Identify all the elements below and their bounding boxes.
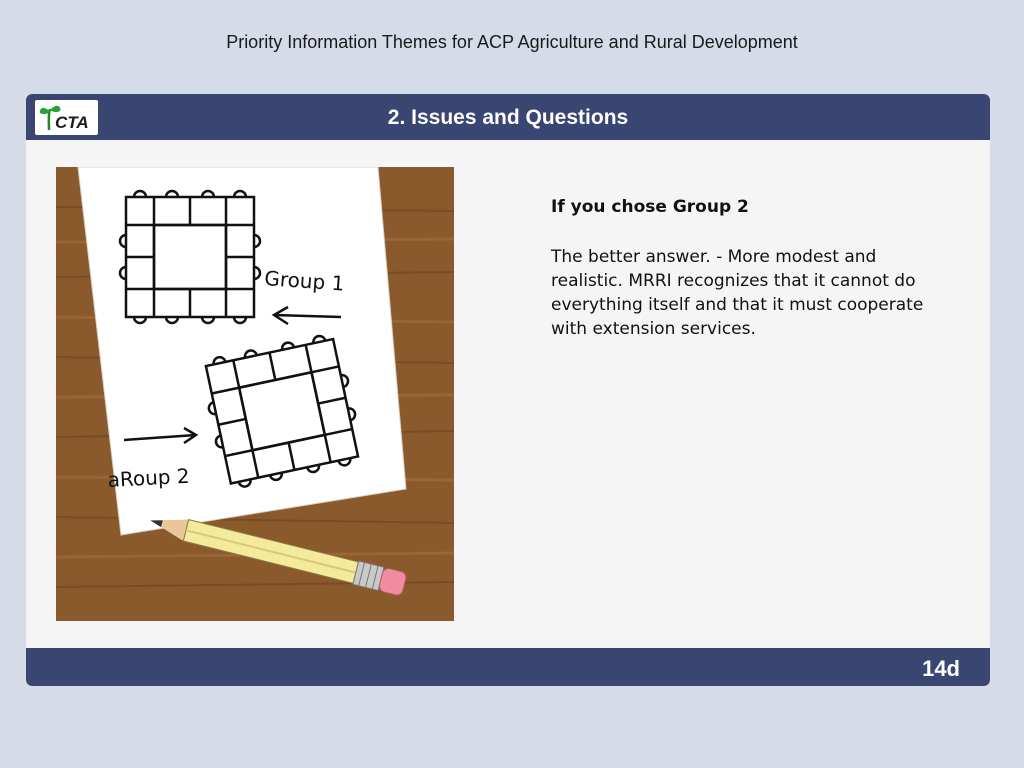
seating-arrangement-illustration — [56, 167, 454, 621]
slide-title: 2. Issues and Questions — [387, 106, 629, 129]
header-bar — [26, 94, 990, 140]
page-number: 14d — [922, 656, 960, 681]
presentation-title: Priority Information Themes for ACP Agriculture and Rural Development — [226, 32, 798, 52]
logo-text: CTA — [55, 113, 89, 132]
group2-label: aRoup 2 — [107, 463, 191, 492]
slide-card — [26, 94, 990, 686]
group1-label: Group 1 — [263, 266, 346, 296]
footer-bar — [26, 648, 990, 686]
answer-subheading: If you chose Group 2 — [551, 197, 749, 217]
answer-body: The better answer. - More modest and realistic. MRRI recognizes that it cannot do everything itself and that it must cooperate with extension services. — [551, 247, 924, 339]
answer-text-block — [551, 197, 931, 341]
